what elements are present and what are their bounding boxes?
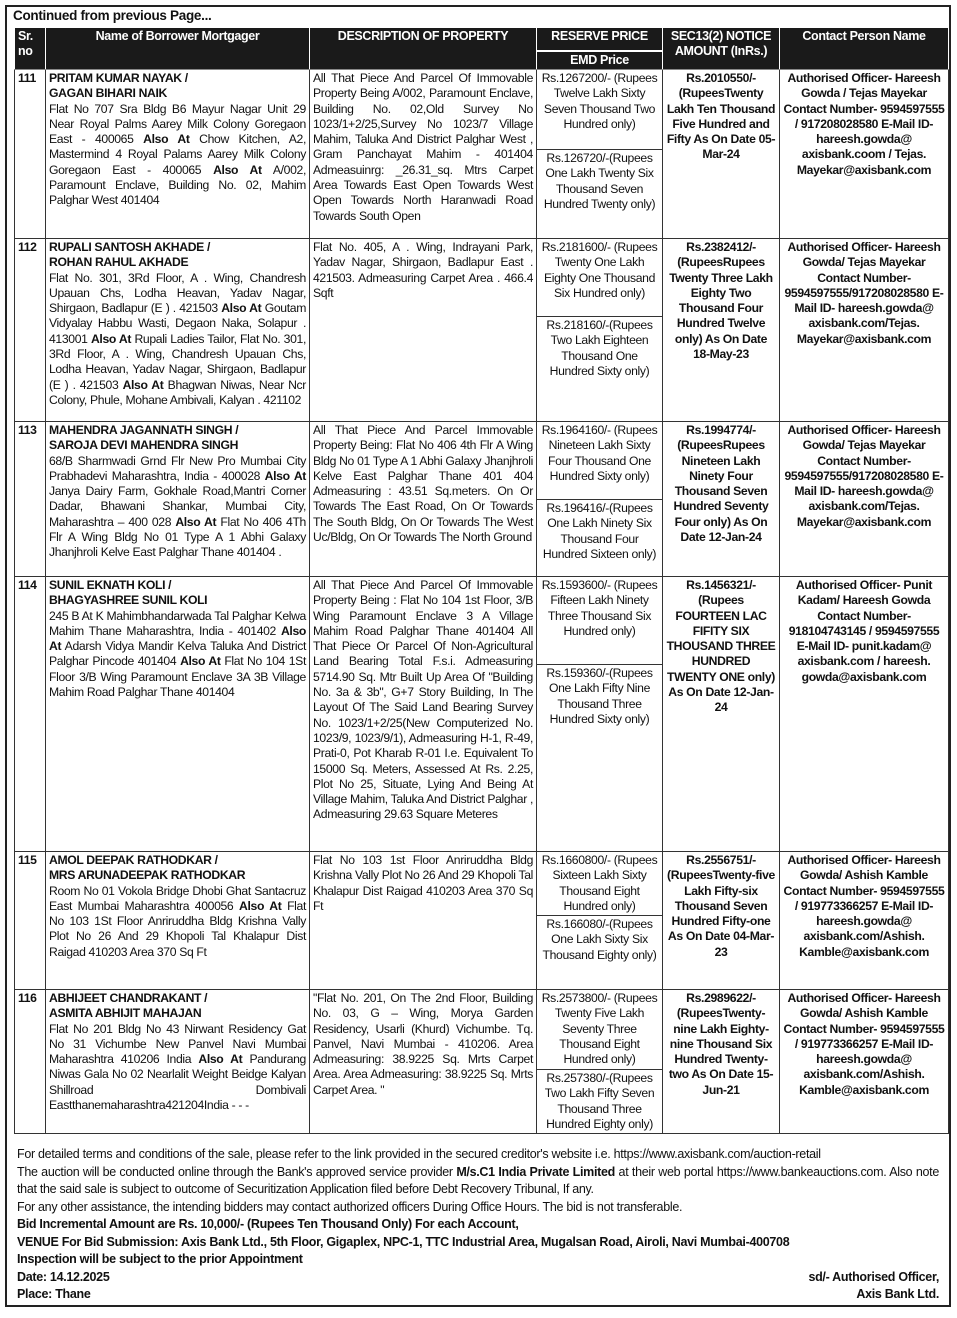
emd-price: Rs.126720/-(Rupees One Lakh Twenty Six Thousand Seven Hundred Twenty only) xyxy=(543,151,656,211)
borrower-name: AMOL DEEPAK RATHODKAR / xyxy=(49,853,218,867)
header-contact: Contact Person Name xyxy=(780,28,949,70)
price-cell xyxy=(537,990,663,1134)
borrower-address xyxy=(49,884,306,960)
address-text: Goutam Vidyalay Habbu Wasti, Degaon Naka, Solapur . 413001 xyxy=(49,301,306,346)
property-description: Flat No. 405, A . Wing, Indrayani Park, Yadav Nagar, Shirgaon, Badlapur East . 421503. Admeasuring Carpet Area . 466.4 Sqft xyxy=(310,239,537,422)
sr-no: 116 xyxy=(15,990,46,1134)
reserve-price: Rs.2573800/- (Rupees Twenty Five Lakh Seventy Three Thousand Eight Hundred only) xyxy=(537,990,662,1070)
address-text: Janya Dairy Farm, Gokhale Road,Mantri Corner Dadar, Bhawani Shankar, Mumbai City, Maharashtra – 400 028 xyxy=(49,484,306,529)
address-text: Flat No 104 1St Floor 3/B Wing Paramount Enclave 3A 3B Village Mahim Road Palghar Thane 401404 xyxy=(49,654,306,700)
contact-person: Authorised Officer- Hareesh Gowda/ Ashish Kamble Contact Number- 9594597555 / 919773366257 E-Mail ID- hareesh.gowda@ axisbank.com/Ashish. Kamble@axisbank.com xyxy=(780,990,949,1134)
inspection-text: Inspection will be subject to the prior Appointment xyxy=(17,1252,303,1267)
address-text: Chow Kitchen, A2, Mastermind 4 Royal Palams Aarey Milk Colony Goregaon East - 400065 xyxy=(49,132,306,177)
continued-label: Continued from previous Page... xyxy=(13,8,212,23)
address-text: Flat No 201 Bldg No 43 Nirwant Residency Gat No 31 Vichumbe New Panvel Navi Mumbai Maharashtra 410206 India xyxy=(49,1021,306,1067)
auction-table xyxy=(14,27,949,1134)
address-text: A/002, Paramount Enclave, Building No. 02, Mahim Palghar West 401404 xyxy=(49,162,306,208)
property-description: Flat No 103 1st Floor Anriruddha Bldg Krishna Vally Plot No 26 And 29 Khopoli Tal Khalapur Dist Raigad 410203 Area 370 Sq Ft xyxy=(310,852,537,990)
borrower-name: PRITAM KUMAR NAYAK / xyxy=(49,71,188,85)
property-description: All That Piece And Parcel Immovable Property Being: Flat No 406 4th Flr A Wing Bldg No 01 Type A 1 Abhi Galaxy Jhanjhroli Kelve East Palghar Thane 401 404 Admeasuring : 43.51 Sq.meters. On Or Towards The East Road, On Or Towards The South Bldg, On Or Towards The West Uc/Bldg, On Or Towards The North Ground xyxy=(310,422,537,577)
header-reserve xyxy=(537,28,663,70)
address-text: Flat No 406 4Th Flr A Wing Bldg No 01 Type A 1 Abhi Galaxy Jhanjhroli Kelve East Palghar Thane 401404 . xyxy=(49,514,306,560)
address-text: 68/B Sharmwadi Grnd Flr New Pro Mumbai City Prabhadevi Maharashtra, India - 400028 xyxy=(49,453,306,483)
sr-no: 112 xyxy=(15,239,46,422)
also-at-label: Also At xyxy=(198,1052,243,1067)
auction-text-a: The auction will be conducted online through the Bank's approved service provider xyxy=(17,1164,457,1179)
signature-line-2: Axis Bank Ltd. xyxy=(856,1287,939,1302)
borrower-address xyxy=(49,1022,306,1114)
co-borrower-name: ASMITA ABHIJIT MAHAJAN xyxy=(49,1006,202,1021)
property-description: All That Piece And Parcel Of Immovable Property Being : Flat No 104 1st Floor, 3/B Wing Paramount Enclave 3 A Village Mahim Road Palghar Thane 401404 All That Piece Or Parcel Of Non-Agricultural Land Bearing Total F.s.i. Admeasuring 5714.90 Sq. Mtr Built Up Area Of "Building No. 3a & 3b", G+7 Story Building, In The Layout Of The Said Land Bearing Survey No. 1023/1+2/25(New Computerized No. 1023/9, 1023/9/1), Admeasuring H-1, R-49, Prati-0, Pot Kharab R-01 I.e. Equivalent To 15000 Sq. Meters, Assessed At Rs. 2.25, Plot No 25, Situate, Lying And Being At Village Mahim, Taluka And District Palghar , Admeasuring 29.63 Square Meteres xyxy=(310,577,537,852)
emd-price: Rs.166080/-(Rupees One Lakh Sixty Six Thousand Eighty only) xyxy=(542,917,657,962)
also-at-label: Also At xyxy=(175,514,217,529)
address-text: Room No 01 Vokola Bridge Dhobi Ghat Santacruz East Mumbai Maharashtra 400056 xyxy=(49,883,306,913)
borrower-cell xyxy=(46,422,310,577)
header-reserve-label: RESERVE PRICE xyxy=(551,29,648,43)
sr-no: 113 xyxy=(15,422,46,577)
address-text: Rupali Ladies Tailor, Flat No. 301, 3Rd Floor, A . Wing, Chandresh Upauan Chs, Lodha Heavan, Yadav Nagar, Shirgaon, Badlapur (E ) . 421503 xyxy=(49,331,306,392)
also-at-label: Also At xyxy=(122,377,164,392)
header-notice: SEC13(2) NOTICE AMOUNT (InRs.) xyxy=(663,28,780,70)
table-row xyxy=(15,422,949,577)
sr-no: 114 xyxy=(15,577,46,852)
reserve-price: Rs.1964160/- (Rupees Nineteen Lakh Sixty Four Thousand One Hundred Sixty only) xyxy=(537,422,662,500)
notice-body xyxy=(14,27,948,1318)
address-text: Flat No 707 Sra Bldg B6 Mayur Nagar Unit 29 Near Royal Palms Aarey Milk Colony Goregaon East - 400065 xyxy=(49,101,306,147)
reserve-price: Rs.1660800/- (Rupees Sixteen Lakh Sixty Thousand Eight Hundred only) xyxy=(537,852,662,916)
notice-amount: Rs.2989622/- (RupeesTwenty-nine Lakh Eighty-nine Thousand Six Hundred Twenty-two As On Date 15-Jun-21 xyxy=(663,990,780,1134)
contact-person: Authorised Officer- Hareesh Gowda/ Ashish Kamble Contact Number- 9594597555 / 919773366257 E-Mail ID- hareesh.gowda@ axisbank.com/Ashish. Kamble@axisbank.com xyxy=(780,852,949,990)
contact-person: Authorised Officer- Hareesh Gowda/ Tejas Mayekar Contact Number- 9594597555/917208028580 E-Mail ID- hareesh.gowda@ axisbank.com/Tejas. Mayekar@axisbank.com xyxy=(780,239,949,422)
contact-person: Authorised Officer- Hareesh Gowda / Tejas Mayekar Contact Number- 9594597555 / 917208028580 E-Mail ID- hareesh.gowda@ axisbank.coom / Tejas. Mayekar@axisbank.com xyxy=(780,70,949,239)
also-at-label: Also At xyxy=(213,162,262,177)
header-emd: EMD Price xyxy=(537,50,662,69)
notice-amount: Rs.2382412/- (RupeesRupees Twenty Three Lakh Eighty Two Thousand Four Hundred Twelve only) As On Date 18-May-23 xyxy=(663,239,780,422)
emd-price: Rs.159360/-(Rupees One Lakh Fifty Nine Thousand Three Hundred Sixty only) xyxy=(546,666,653,726)
reserve-price: Rs.1593600/- (Rupees Fifteen Lakh Ninety Three Thousand Six Hundred only) xyxy=(537,577,662,665)
borrower-cell xyxy=(46,990,310,1134)
co-borrower-name: SAROJA DEVI MAHENDRA SINGH xyxy=(49,438,239,453)
borrower-address xyxy=(49,609,306,701)
emd-price: Rs.257380/-(Rupees Two Lakh Fifty Seven Thousand Three Hundred Eighty only) xyxy=(544,1071,655,1131)
address-text: Adarsh Vidya Mandir Kelva Taluka And District Palghar Pincode 401404 xyxy=(49,639,306,669)
borrower-cell xyxy=(46,852,310,990)
also-at-label: Also At xyxy=(221,301,262,316)
auction-provider: M/s.C1 India Private Limited xyxy=(456,1164,616,1179)
contact-person: Authorised Officer- Punit Kadam/ Hareesh Gowda Contact Number- 918104743145 / 9594597555 E-Mail ID- punit.kadam@ axisbank.com / hareesh. gowda@axisbank.com xyxy=(780,577,949,852)
price-cell xyxy=(537,239,663,422)
reserve-price: Rs.2181600/- (Rupees Twenty One Lakh Eighty One Thousand Six Hundred only) xyxy=(537,239,662,317)
notice-amount: Rs.1456321/- (Rupees FOURTEEN LAC FIFITY SIX THOUSAND THREE HUNDRED TWENTY ONE only) As On Date 12-Jan-24 xyxy=(663,577,780,852)
also-at-label: Also At xyxy=(143,132,190,147)
bid-text: Bid Incremental Amount are Rs. 10,000/- (Rupees Ten Thousand Only) For each Account, xyxy=(17,1217,519,1232)
borrower-name: MAHENDRA JAGANNATH SINGH / xyxy=(49,423,239,437)
co-borrower-name: GAGAN BIHARI NAIK xyxy=(49,86,167,101)
address-text: Flat No. 301, 3Rd Floor, A . Wing, Chandresh Upauan Chs, Lodha Heavan, Yadav Nagar, Shirgaon, Badlapur (E ) . 421503 xyxy=(49,270,306,316)
sr-no: 115 xyxy=(15,852,46,990)
borrower-cell xyxy=(46,577,310,852)
reserve-price: Rs.1267200/- (Rupees Twelve Lakh Sixty Seven Thousand Two Hundred only) xyxy=(537,70,662,150)
date-text: Date: 14.12.2025 xyxy=(17,1269,110,1284)
table-row xyxy=(15,577,949,852)
borrower-address xyxy=(49,102,306,209)
address-text: 245 B At K Mahimbhandarwada Tal Palghar Kelwa Mahim Thane Maharashtra, India - 401402 xyxy=(49,608,306,638)
price-cell xyxy=(537,852,663,990)
table-row xyxy=(15,239,949,422)
signature-line-1: sd/- Authorised Officer, xyxy=(808,1269,939,1284)
borrower-cell xyxy=(46,239,310,422)
auction-text-b: at their web portal https://www.bankeauctions.com. Also note that the said sale is subject to outcome of Securitization Application filed before Debt Recovery Tribunal, If any. xyxy=(17,1164,939,1197)
notice-amount: Rs.1994774/- (RupeesRupees Nineteen Lakh Ninety Four Thousand Seven Hundred Seventy Four only) As On Date 12-Jan-24 xyxy=(663,422,780,577)
emd-price: Rs.196416/-(Rupees One Lakh Ninety Six Thousand Four Hundred Sixteen only) xyxy=(542,501,657,561)
table-row xyxy=(15,852,949,990)
borrower-cell xyxy=(46,70,310,239)
table-row xyxy=(15,990,949,1134)
sr-no: 111 xyxy=(15,70,46,239)
co-borrower-name: ROHAN RAHUL AKHADE xyxy=(49,255,189,270)
borrower-name: ABHIJEET CHANDRAKANT / xyxy=(49,991,208,1005)
price-cell xyxy=(537,70,663,239)
contact-person: Authorised Officer- Hareesh Gowda/ Tejas Mayekar Contact Number- 9594597555/917208028580 E-Mail ID- hareesh.gowda@ axisbank.com/Tejas. Mayekar@axisbank.com xyxy=(780,422,949,577)
co-borrower-name: BHAGYASHREE SUNIL KOLI xyxy=(49,593,208,608)
co-borrower-name: MRS ARUNADEEPAK RATHODKAR xyxy=(49,868,246,883)
place-text: Place: Thane xyxy=(17,1287,91,1302)
also-at-label: Also At xyxy=(49,623,306,654)
price-cell xyxy=(537,422,663,577)
address-text: Pandurang Niwas Gala No 02 Nearlalit Weight Beidge Kalyan Shillroad Dombivali Eastthanemaharashtra421204India - - - xyxy=(49,1052,306,1113)
borrower-name: RUPALI SANTOSH AKHADE / xyxy=(49,240,211,254)
borrower-address xyxy=(49,454,306,561)
table-row xyxy=(15,70,949,239)
property-description: All That Piece And Parcel Of Immovable Property Being A/002, Paramount Enclave, Building No. 02,Old Survey No 1023/1+2/25,Survey No 1023/7 Village Mahim, Taluka And District Palghar West , Gram Panchayat Mahim - 401404 Admeasuinrg: _26.31_sq. Mtrs Carpet Area Towards East Open Towards West Open Towards North Haranwadi Road Towards South Open xyxy=(310,70,537,239)
terms-text: For detailed terms and conditions of the sale, please refer to the link provided in the secured creditor's website i.e. https://www.axisbank.com/auction-retail xyxy=(17,1147,821,1162)
notice-amount: Rs.2556751/- (RupeesTwenty-five Lakh Fifty-six Thousand Seven Hundred Fifty-one As On Date 04-Mar-23 xyxy=(663,852,780,990)
also-at-label: Also At xyxy=(90,331,132,346)
borrower-address xyxy=(49,271,306,409)
header-name: Name of Borrower Mortgager xyxy=(46,28,310,70)
borrower-name: SUNIL EKNATH KOLI / xyxy=(49,578,172,592)
emd-price: Rs.218160/-(Rupees Two Lakh Eighteen Thousand One Hundred Sixty only) xyxy=(546,318,653,378)
notice-amount: Rs.2010550/- (RupeesTwenty Lakh Ten Thousand Five Hundred and Fifty As On Date 05-Mar-24 xyxy=(663,70,780,239)
address-text: Flat No 103 1St Floor Anriruddha Bldg Krishna Vally Plot No 26 And 29 Khopoli Tal Khalapur Dist Raigad 410203 Area 370 Sq Ft xyxy=(49,898,307,959)
also-at-label: Also At xyxy=(180,654,221,669)
assist-text: For any other assistance, the intending bidders may contact authorized officers During Office Hours. The bid is not transferable. xyxy=(17,1199,683,1214)
also-at-label: Also At xyxy=(264,468,306,483)
property-description: "Flat No. 201, On The 2nd Floor, Building No. 03, G – Wing, Morya Garden Residency, Usarli (Khurd) Vichumbe. Tq. Panvel, Navi Mumbai - 410206. Area Admeasuring: 38.9225 Sq. Mrts Carpet Area. Area Admeasuring: 38.9225 Sq. Mrts Carpet Area. " xyxy=(310,990,537,1134)
header-desc: DESCRIPTION OF PROPERTY xyxy=(310,28,537,70)
price-cell xyxy=(537,577,663,852)
address-text: Bhagwan Niwas, Near Ncr Colony, Phule, Mohane Ambivali, Kalyan . 421102 xyxy=(49,377,306,407)
also-at-label: Also At xyxy=(239,898,282,913)
header-sr: Sr. no xyxy=(15,28,46,70)
footer xyxy=(17,1146,939,1304)
venue-text: VENUE For Bid Submission: Axis Bank Ltd., 5th Floor, Gigaplex, NPC-1, TTC Industrial Area, Mugalsan Road, Airoli, Navi Mumbai-400708 xyxy=(17,1234,790,1249)
